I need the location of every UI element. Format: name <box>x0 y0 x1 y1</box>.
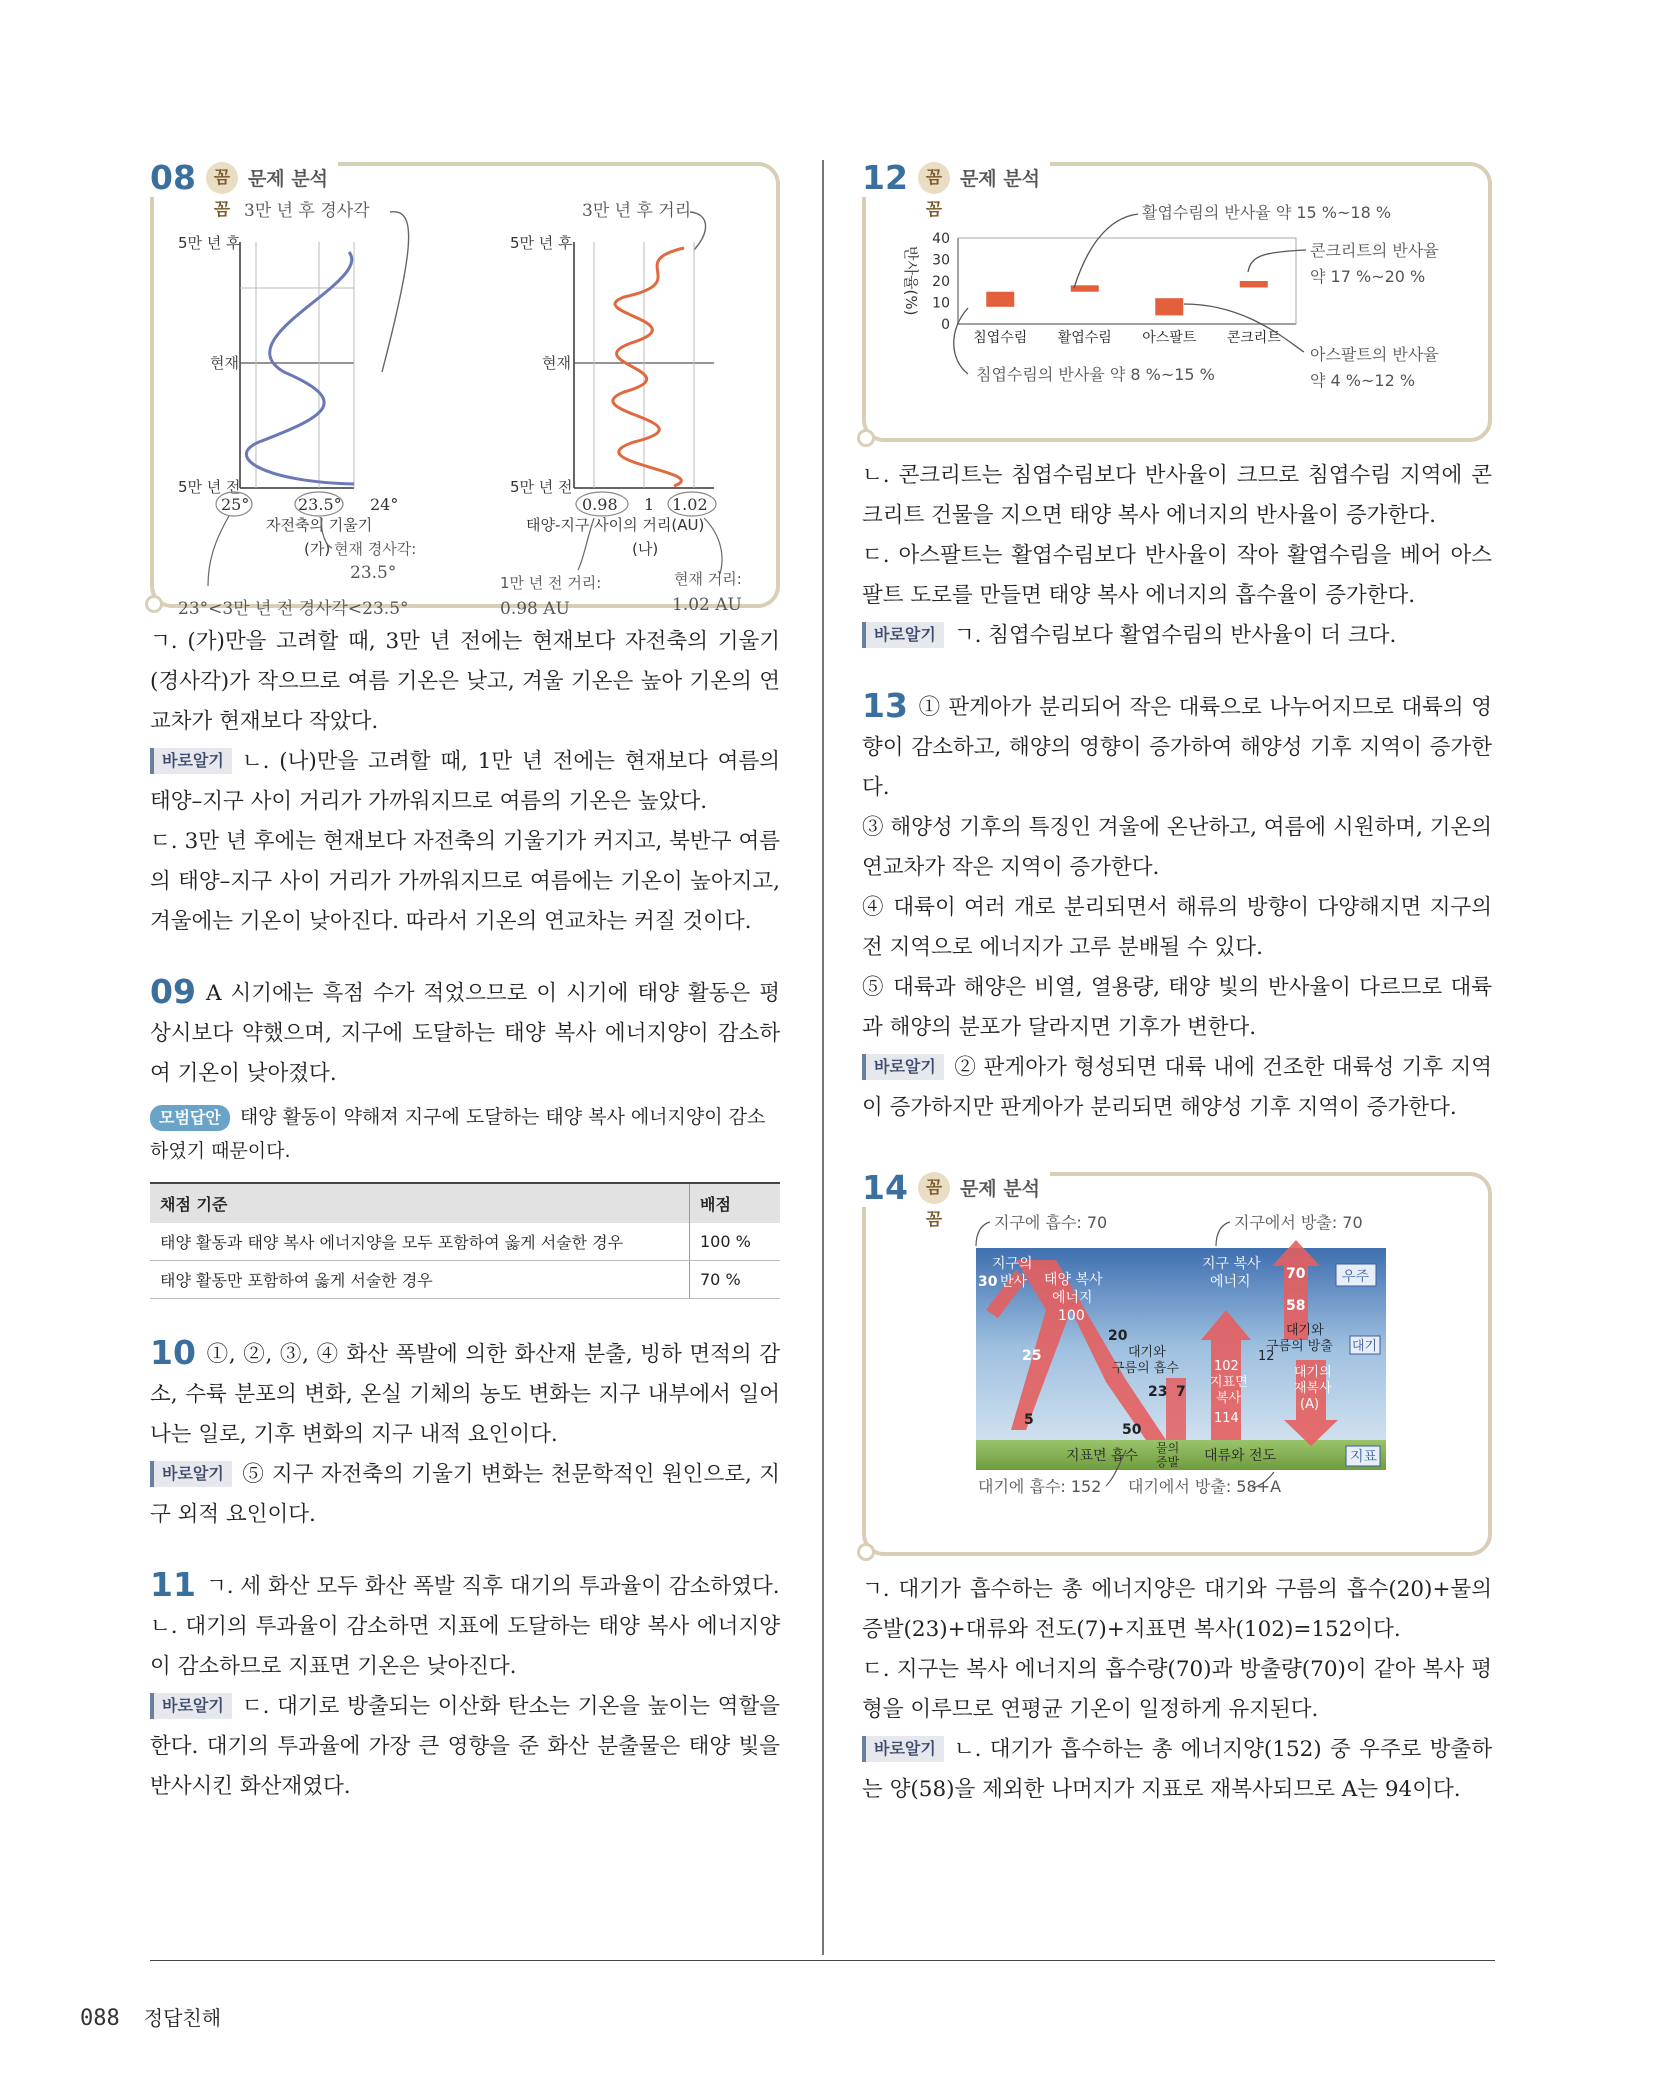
model-answer-tag: 모범답안 <box>150 1105 230 1131</box>
box-corner-dot <box>145 595 163 613</box>
q08-left-note-current: 현재 경사각: <box>334 540 417 558</box>
q12-header <box>862 158 1050 220</box>
q11-paragraph-3 <box>150 1687 780 1807</box>
q12-ylabel: 반사율(%) <box>902 246 920 316</box>
q14-atm-label: 대기 <box>1352 1339 1378 1354</box>
q14-header <box>862 1168 1050 1230</box>
q12-ytick-label: 40 <box>932 231 950 247</box>
q08-right-note-current-val: 1.02 AU <box>672 595 742 615</box>
q08-left-tick-1: 25° <box>221 495 250 514</box>
q08-right-note-past-val: 0.98 AU <box>500 599 570 619</box>
q14-surface-rad-2: 복사 <box>1216 1391 1242 1406</box>
q12-paragraph-3 <box>862 616 1492 656</box>
q08-paragraph-1: ㄱ. (가)만을 고려할 때, 3만 년 전에는 현재보다 자전축의 기울기(경사각)가 작으므로 여름 기온은 낮고, 겨울 기온은 높아 기온의 연교차가 현재보다 작았다. <box>150 629 780 734</box>
q11-paragraph-1-text: ㄱ. 세 화산 모두 화산 폭발 직후 대기의 투과율이 감소하였다. <box>205 1574 780 1599</box>
q14-v102: 102 <box>1214 1359 1239 1374</box>
table-cell: 70 % <box>690 1261 781 1299</box>
table-header-score: 배점 <box>690 1183 781 1223</box>
q12-ytick-label: 20 <box>932 274 950 290</box>
table-row <box>150 1261 780 1299</box>
q12-bar-3 <box>1155 298 1183 315</box>
q14-atm-absorb-2: 구름의 흡수 <box>1112 1361 1179 1376</box>
kkom-badge <box>206 162 234 220</box>
q10-paragraph-1-text: ①, ②, ③, ④ 화산 폭발에 의한 화산재 분출, 빙하 면적의 감소, 수륙 분포의 변화, 온실 기체의 농도 변화는 지구 내부에서 일어나는 일로, 기후 변화의 지구 내적 요인이다. <box>150 1342 780 1447</box>
q14-number: 14 <box>862 1168 908 1207</box>
q14-paragraph-1: ㄱ. 대기가 흡수하는 총 에너지양은 대기와 구름의 흡수(20)+물의 증발(23)+대류와 전도(7)+지표면 복사(102)=152이다. <box>862 1577 1492 1642</box>
q12-bar-4 <box>1240 281 1268 287</box>
q12-category-label: 침엽수림 <box>973 330 1028 346</box>
kkom-badge <box>918 1172 946 1230</box>
page-number: 088 <box>80 2006 120 2031</box>
correction-tag: 바로알기 <box>150 1693 232 1719</box>
q13-paragraph-4: ⑤ 대륙과 해양은 비열, 열용량, 태양 빛의 반사율이 다르므로 대륙과 해양의 분포가 달라지면 기후가 변한다. <box>862 975 1492 1040</box>
q08-paragraph-2-text: ㄴ. (나)만을 고려할 때, 1만 년 전에는 현재보다 여름의 태양–지구 사이 거리가 가까워지므로 여름의 기온은 높았다. <box>150 749 780 814</box>
q14-solar-val: 100 <box>1058 1308 1085 1324</box>
q14-reflect-val: 30 <box>978 1274 998 1290</box>
q08-left-y-present: 현재 <box>210 354 239 372</box>
q09-grading-table <box>150 1182 780 1299</box>
table-cell: 태양 활동만 포함하여 옳게 서술한 경우 <box>150 1261 690 1299</box>
q14-bottom-absorb: 대기에 흡수: 152 <box>978 1477 1102 1496</box>
q14-atm-emit-1: 대기와 <box>1286 1323 1324 1338</box>
q12-note-concrete-2: 약 17 %~20 % <box>1310 267 1426 286</box>
q14-back-1: 대기의 <box>1294 1365 1332 1380</box>
q10-paragraph-1 <box>150 1333 780 1455</box>
q08-right-tick-3: 1.02 <box>672 495 708 514</box>
q12-note-conifer: 침엽수림의 반사율 약 8 %~15 % <box>976 365 1215 384</box>
right-column <box>862 150 1492 1810</box>
q08-distance-curve <box>613 248 684 486</box>
q09-model-answer-text: 태양 활동이 약해져 지구에 도달하는 태양 복사 에너지양이 감소하였기 때문이다. <box>150 1106 766 1162</box>
q14-space-label: 우주 <box>1342 1269 1370 1285</box>
q12-bar-1 <box>986 292 1014 307</box>
q08-number: 08 <box>150 158 196 197</box>
q08-right-y-past: 5만 년 전 <box>510 478 573 496</box>
correction-tag: 바로알기 <box>862 622 944 648</box>
q14-top-absorb: 지구에 흡수: 70 <box>994 1213 1108 1232</box>
q11-paragraph-1 <box>150 1565 780 1607</box>
q14-evap-1: 물의 <box>1156 1441 1180 1455</box>
q14-v114: 114 <box>1214 1411 1239 1426</box>
q10-number: 10 <box>150 1333 196 1372</box>
table-cell: 100 % <box>690 1223 781 1261</box>
q09-paragraph-1 <box>150 972 780 1094</box>
correction-tag: 바로알기 <box>862 1736 944 1762</box>
q08-right-note-current: 현재 거리: <box>674 570 742 588</box>
q14-v25: 25 <box>1022 1348 1042 1364</box>
q12-ytick-label: 30 <box>932 252 950 269</box>
q08-left-tick-2: 23.5° <box>298 495 342 514</box>
q12-note-asphalt-2: 약 4 %~12 % <box>1310 371 1416 390</box>
q14-surf-absorb: 지표면 흡수 <box>1066 1448 1139 1464</box>
q08-paragraph-3: ㄷ. 3만 년 후에는 현재보다 자전축의 기울기가 커지고, 북반구 여름의 태양–지구 사이 거리가 가까워지므로 여름에는 기온이 높아지고, 겨울에는 기온이 낮아진다. 따라서 기온의 연교차는 커질 것이다. <box>150 829 780 934</box>
kkom-badge-text: 꼼꼼 <box>206 162 238 194</box>
q14-bottom-emit: 대기에서 방출: 58+A <box>1128 1477 1282 1496</box>
q14-paragraph-2: ㄷ. 지구는 복사 에너지의 흡수량(70)과 방출량(70)이 같아 복사 평형을 이루므로 연평균 기온이 일정하게 유지된다. <box>862 1657 1492 1722</box>
column-divider <box>822 160 824 1955</box>
page-footer <box>80 2002 221 2031</box>
q13-paragraph-2: ③ 해양성 기후의 특징인 겨울에 온난하고, 여름에 시원하며, 기온의 연교차가 작은 지역이 증가한다. <box>862 815 1492 880</box>
q12-analysis-box <box>862 158 1492 442</box>
q08-right-note-past: 1만 년 전 거리: <box>500 574 602 592</box>
q14-energy-budget-diagram <box>866 1210 1488 1550</box>
q12-paragraph-3-text: ㄱ. 침엽수림보다 활엽수림의 반사율이 더 크다. <box>953 623 1397 648</box>
q14-earth-rad-label-2: 에너지 <box>1210 1274 1251 1290</box>
q14-v23: 23 <box>1148 1384 1168 1400</box>
q13-number: 13 <box>862 686 908 725</box>
q08-right-top-note: 3만 년 후 거리 <box>582 201 692 221</box>
table-header-row <box>150 1183 780 1223</box>
q10-paragraph-2-text: ⑤ 지구 자전축의 기울기 변화는 천문학적인 원인으로, 지구 외적 요인이다. <box>150 1462 780 1527</box>
q11-number: 11 <box>150 1565 196 1604</box>
q12-paragraph-2: ㄷ. 아스팔트는 활엽수림보다 반사율이 작아 활엽수림을 베어 아스팔트 도로를 만들면 태양 복사 에너지의 흡수율이 증가한다. <box>862 543 1492 608</box>
q14-paragraph-3 <box>862 1730 1492 1810</box>
table-header-criteria: 채점 기준 <box>150 1183 690 1223</box>
q11-paragraph-3-text: ㄷ. 대기로 방출되는 이산화 탄소는 기온을 높이는 역할을 한다. 대기의 투과율에 가장 큰 영향을 준 화산 분출물은 태양 빛을 반사시킨 화산재였다. <box>150 1694 780 1799</box>
q14-solar-label-1: 태양 복사 <box>1044 1272 1103 1288</box>
q12-note-asphalt-1: 아스팔트의 반사율 <box>1310 345 1439 364</box>
q11-paragraph-2: ㄴ. 대기의 투과율이 감소하면 지표에 도달하는 태양 복사 에너지양이 감소하므로 지표면 기온은 낮아진다. <box>150 1614 780 1679</box>
q14-solar-label-2: 에너지 <box>1052 1290 1093 1306</box>
kkom-badge <box>918 162 946 220</box>
q09-paragraph-1-text: A 시기에는 흑점 수가 적었으므로 이 시기에 태양 활동은 평상시보다 약했으며, 지구에 도달하는 태양 복사 에너지양이 감소하여 기온이 낮아졌다. <box>150 981 780 1086</box>
q08-left-note-current-val: 23.5° <box>350 563 397 583</box>
q08-left-arrow <box>382 212 409 372</box>
q14-earth-rad-label-1: 지구 복사 <box>1202 1256 1261 1272</box>
q13-paragraph-3: ④ 대륙이 여러 개로 분리되면서 해류의 방향이 다양해지면 지구의 전 지역으로 에너지가 고루 분배될 수 있다. <box>862 895 1492 960</box>
q14-paragraph-3-text: ㄴ. 대기가 흡수하는 총 에너지양(152) 중 우주로 방출하는 양(58)을 제외한 나머지가 지표로 재복사되므로 A는 94이다. <box>862 1737 1492 1802</box>
q14-v5: 5 <box>1024 1412 1034 1428</box>
q14-back-3: (A) <box>1300 1397 1320 1412</box>
q08-left-y-future: 5만 년 후 <box>178 234 241 252</box>
table-row <box>150 1223 780 1261</box>
q08-right-caption: (나) <box>632 540 659 558</box>
q13-paragraph-1 <box>862 686 1492 808</box>
q08-right-x-title: 태양-지구 사이의 거리(AU) <box>526 516 705 534</box>
q12-category-label: 콘크리트 <box>1226 330 1281 346</box>
correction-tag: 바로알기 <box>150 748 232 774</box>
q14-v12: 12 <box>1258 1349 1275 1364</box>
q08-right-y-future: 5만 년 후 <box>510 234 573 252</box>
q12-category-label: 활엽수림 <box>1057 330 1112 346</box>
q13-paragraph-5 <box>862 1048 1492 1128</box>
q12-albedo-chart <box>866 200 1488 440</box>
q08-title: 문제 분석 <box>247 168 328 190</box>
q14-v50: 50 <box>1122 1422 1142 1438</box>
q14-v20: 20 <box>1108 1328 1128 1344</box>
kkom-badge-text: 꼼꼼 <box>918 162 950 194</box>
q08-left-x-title: 자전축의 기울기 <box>266 516 373 534</box>
correction-tag: 바로알기 <box>150 1461 232 1487</box>
q14-back-2: 재복사 <box>1294 1381 1332 1396</box>
q12-ytick-label: 0 <box>941 317 950 333</box>
q08-tilt-curve <box>246 252 354 484</box>
q08-left-tick-3: 24° <box>370 495 399 514</box>
q12-note-broadleaf: 활엽수림의 반사율 약 15 %~18 % <box>1142 203 1392 222</box>
q14-top-emit: 지구에서 방출: 70 <box>1234 1213 1363 1232</box>
table-cell: 태양 활동과 태양 복사 에너지양을 모두 포함하여 옳게 서술한 경우 <box>150 1223 690 1261</box>
q12-title: 문제 분석 <box>959 168 1040 190</box>
q14-ground <box>976 1440 1386 1470</box>
q14-v58: 58 <box>1286 1298 1306 1314</box>
q12-paragraph-1: ㄴ. 콘크리트는 침엽수림보다 반사율이 크므로 침엽수림 지역에 콘크리트 건물을 지으면 태양 복사 에너지의 반사율이 증가한다. <box>862 463 1492 528</box>
q14-reflect-label-1: 지구의 <box>992 1256 1033 1272</box>
q14-surface-label: 지표 <box>1350 1449 1378 1465</box>
section-name: 정답친해 <box>143 2006 222 2030</box>
q08-left-top-note: 3만 년 후 경사각 <box>244 201 370 221</box>
q08-right-tick-1: 0.98 <box>582 495 618 514</box>
q12-ytick-label: 10 <box>932 295 950 312</box>
q14-earth-rad-val: 70 <box>1286 1266 1306 1282</box>
q13-paragraph-5-text: ② 판게아가 형성되면 대륙 내에 건조한 대륙성 기후 지역이 증가하지만 판게아가 분리되면 해양성 기후 지역이 증가한다. <box>862 1055 1492 1120</box>
q08-left-caption: (가) <box>304 540 331 558</box>
q14-title: 문제 분석 <box>959 1178 1040 1200</box>
correction-tag: 바로알기 <box>862 1054 944 1080</box>
q13-paragraph-1-text: ① 판게아가 분리되어 작은 대륙으로 나누어지므로 대륙의 영향이 감소하고, 해양의 영향이 증가하여 해양성 기후 지역이 증가한다. <box>862 695 1492 800</box>
footer-rule <box>150 1960 1495 1961</box>
q08-left-y-past: 5만 년 전 <box>178 478 241 496</box>
q14-evap-2: 증발 <box>1156 1455 1180 1469</box>
kkom-badge-text: 꼼꼼 <box>918 1172 950 1204</box>
q14-analysis-box <box>862 1168 1492 1556</box>
q12-note-concrete-1: 콘크리트의 반사율 <box>1310 241 1439 260</box>
q08-right-tick-2: 1 <box>644 495 655 514</box>
q08-paragraph-2 <box>150 742 780 822</box>
q08-orbit-diagram <box>154 201 776 619</box>
q09-model-answer <box>150 1100 780 1168</box>
q14-v7: 7 <box>1176 1384 1186 1400</box>
q12-number: 12 <box>862 158 908 197</box>
q14-atm-absorb-1: 대기와 <box>1128 1345 1166 1360</box>
box-corner-dot <box>857 1543 875 1561</box>
q14-reflect-label-2: 반사 <box>1000 1274 1028 1290</box>
q08-analysis-box <box>150 158 780 619</box>
q14-surface-rad-1: 지표면 <box>1210 1375 1248 1390</box>
left-column <box>150 150 780 1807</box>
box-corner-dot <box>857 429 875 447</box>
q09-number: 09 <box>150 972 196 1011</box>
q14-atm-emit-2: 구름의 방출 <box>1266 1339 1333 1354</box>
q08-right-y-present: 현재 <box>542 354 571 372</box>
q10-paragraph-2 <box>150 1455 780 1535</box>
q12-category-label: 아스팔트 <box>1142 330 1197 346</box>
q08-left-note-bottom: 23°<3만 년 전 경사각<23.5° <box>178 599 409 619</box>
q14-conv: 대류와 전도 <box>1204 1448 1277 1464</box>
